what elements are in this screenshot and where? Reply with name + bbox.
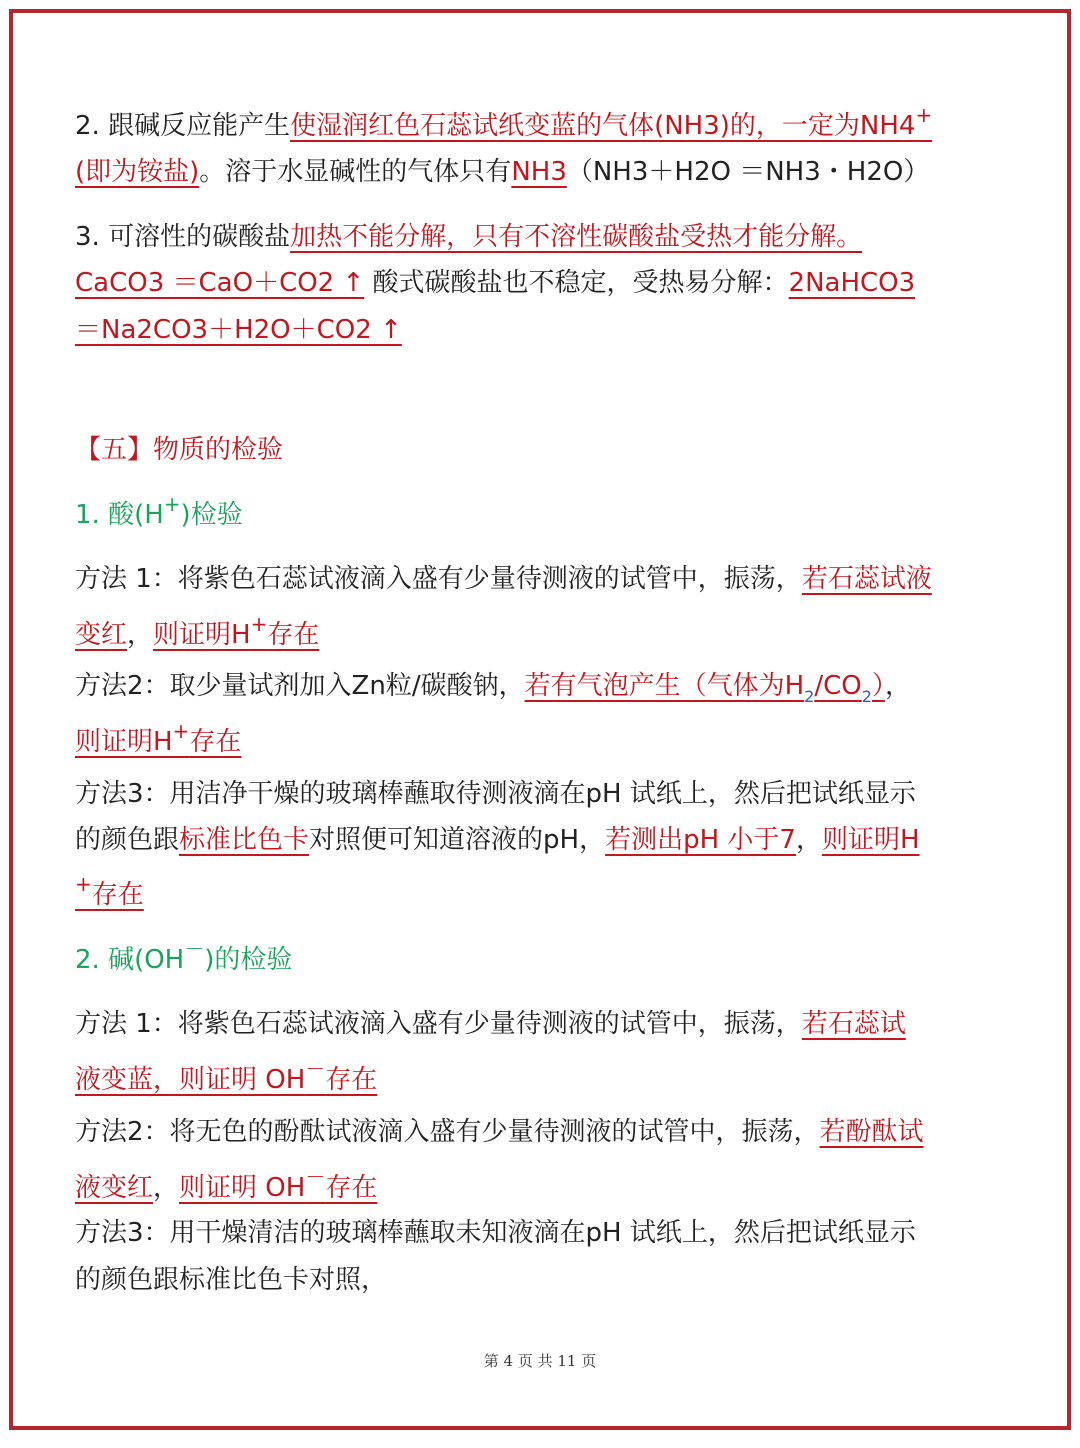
s2-line-2 <box>75 155 929 189</box>
s3-highlight: ＝Na2CO3＋H2O＋CO2 ↑ <box>75 315 402 345</box>
s3-highlight: CaCO3 ＝CaO＋CO2 ↑ <box>75 268 365 298</box>
acid-heading: 1. 酸(H+)检验 <box>75 492 243 530</box>
s2-highlight: (即为铵盐) <box>75 157 200 187</box>
highlight: 若有气泡产生（气体为$H_2/CO_2$） <box>524 671 885 706</box>
acid-method-3-line-1: 方法3：用洁净干燥的玻璃棒蘸取待测液滴在pH 试纸上，然后把试纸显示 <box>75 779 916 809</box>
acid-method-1-line-1: 方法 1：将紫色石蕊试液滴入盛有少量待测液的试管中，振荡，若石蕊试液 <box>75 564 932 594</box>
highlight: 标准比色卡 <box>179 825 310 855</box>
s2-highlight: NH3 <box>511 157 567 187</box>
s2-line-1 <box>75 103 933 144</box>
superscript: － <box>305 1057 326 1081</box>
s3-text: 3. 可溶性的碳酸盐 <box>75 222 291 252</box>
highlight: 若测出pH 小于7 <box>605 825 796 855</box>
highlight: 液变红 <box>75 1173 154 1203</box>
acid-method-2-line-2 <box>75 719 242 760</box>
highlight: 变红 <box>75 620 128 650</box>
superscript: + <box>250 612 268 636</box>
page-number: 第 4 页 共 11 页 <box>483 1352 597 1370</box>
acid-method-3-line-2: 的颜色跟标准比色卡对照便可知道溶液的pH，若测出pH 小于7，则证明H <box>75 825 920 855</box>
base-method-3-line-1: 方法3：用干燥清洁的玻璃棒蘸取未知液滴在pH 试纸上，然后把试纸显示 <box>75 1218 916 1248</box>
s3-highlight: 2NaHCO3 <box>788 268 916 298</box>
s3-line-1 <box>75 220 862 254</box>
superscript: + <box>172 719 190 743</box>
subscript: 2 <box>861 687 872 706</box>
base-method-2-line-1: 方法2：将无色的酚酞试液滴入盛有少量待测液的试管中，振荡，若酚酞试 <box>75 1117 924 1147</box>
highlight: +存在 <box>75 872 144 910</box>
highlight: 则证明 OH－存在 <box>179 1165 378 1203</box>
superscript: + <box>75 872 92 896</box>
s2-text: 。溶于水显碱性的气体只有 <box>199 157 512 187</box>
highlight: 若石蕊试 <box>801 1009 906 1039</box>
base-method-3-line-2: 的颜色跟标准比色卡对照， <box>75 1265 388 1295</box>
base-method-1-line-1: 方法 1：将紫色石蕊试液滴入盛有少量待测液的试管中，振荡，若石蕊试 <box>75 1009 906 1039</box>
superscript: + <box>915 103 933 127</box>
s2-text: （NH3＋H2O ＝NH3・H2O） <box>566 157 930 187</box>
highlight: 若石蕊试液 <box>801 564 932 594</box>
highlight: 若酚酞试 <box>819 1117 924 1147</box>
acid-method-1-line-2: 变红，则证明H+存在 <box>75 612 320 650</box>
superscript: － <box>184 937 205 961</box>
acid-method-2-line-1: 方法2：取少量试剂加入Zn粒/碳酸钠，若有气泡产生（气体为$H_2/CO_2$）， <box>75 671 911 706</box>
s3-line-3 <box>75 313 402 347</box>
s3-text: 酸式碳酸盐也不稳定，受热易分解： <box>364 268 789 298</box>
superscript: + <box>163 492 181 516</box>
highlight: 则证明H+存在 <box>153 612 320 650</box>
highlight: 则证明H <box>821 825 920 855</box>
subscript: 2 <box>804 687 815 706</box>
highlight: 则证明H+存在 <box>75 719 242 757</box>
s3-line-2 <box>75 266 915 300</box>
s3-highlight: 加热不能分解，只有不溶性碳酸盐受热才能分解。 <box>290 222 863 252</box>
highlight: 液变蓝，则证明 OH－存在 <box>75 1057 378 1095</box>
base-method-1-line-2 <box>75 1057 378 1098</box>
base-method-2-line-2: 液变红，则证明 OH－存在 <box>75 1165 378 1203</box>
superscript: － <box>305 1165 326 1189</box>
base-heading: 2. 碱(OH－)的检验 <box>75 937 293 975</box>
s2-highlight: 使湿润红色石蕊试纸变蓝的气体(NH3)的，一定为NH4+ <box>290 103 933 141</box>
s2-text: 2. 跟碱反应能产生 <box>75 111 291 141</box>
document-page <box>9 9 1071 1430</box>
section-title: 【五】物质的检验 <box>75 435 284 465</box>
acid-method-3-line-3 <box>75 872 144 913</box>
